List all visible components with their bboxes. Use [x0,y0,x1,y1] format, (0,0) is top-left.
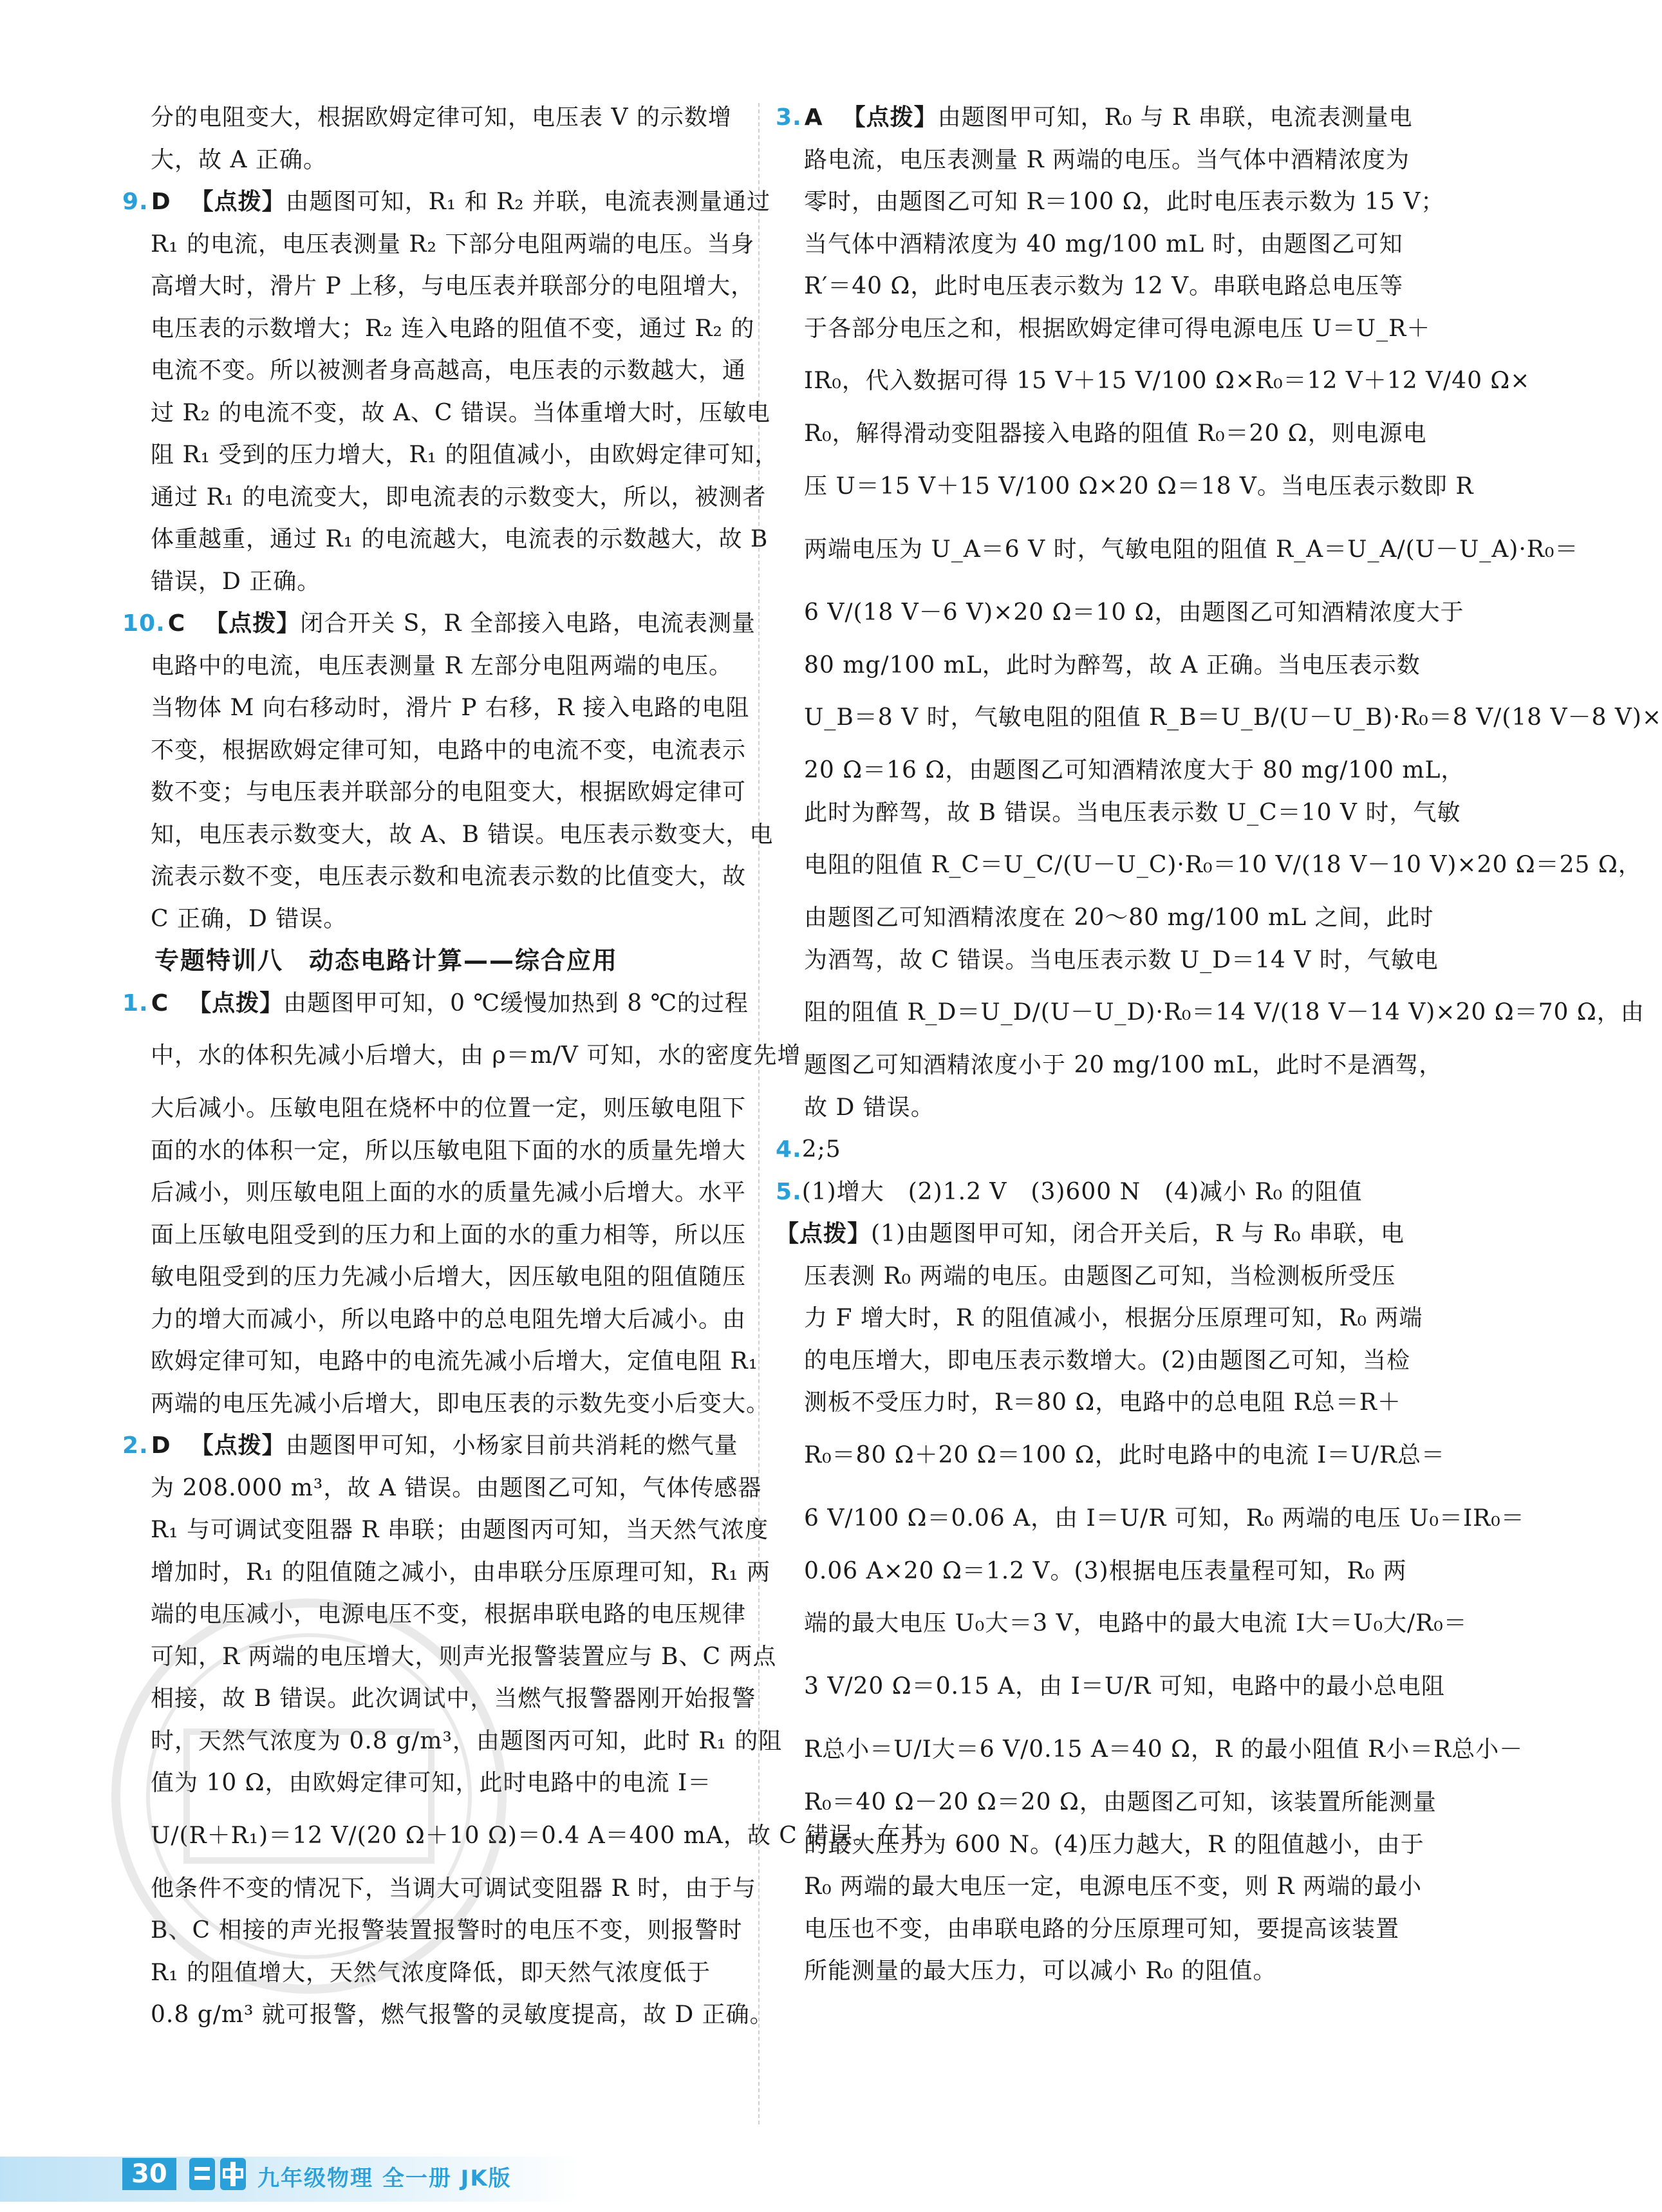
text-line: 阻 R₁ 受到的压力增大，R₁ 的阻值减小，由欧姆定律可知， [151,442,779,468]
text-line: 阻的阻值 R_D＝U_D/(U－U_D)·R₀＝14 V/(18 V－14 V)×20 Ω＝70 Ω，由 [804,999,1645,1026]
question-number: 5. [776,1178,802,1205]
text-line: R₀＝40 Ω－20 Ω＝20 Ω，由题图乙可知，该装置所能测量 [804,1789,1437,1815]
question-number: 10. [122,610,165,637]
text-line: 后减小，则压敏电阻上面的水的质量先减小后增大。水平 [151,1179,747,1206]
section-title: 专题特训八 动态电路计算——综合应用 [154,946,619,975]
text-line: 相接，故 B 错误。此次调试中，当燃气报警器刚开始报警 [151,1685,756,1712]
text-line: 电压表的示数增大；R₂ 连入电路的阻值不变，通过 R₂ 的 [151,315,755,342]
text-line: 电阻的阻值 R_C＝U_C/(U－U_C)·R₀＝10 V/(18 V－10 V)×20 Ω＝25 Ω， [804,852,1642,878]
answer-text: (1)增大 (2)1.2 V (3)600 N (4)减小 R₀ 的阻值 [801,1178,1363,1205]
text-line: 敏电阻受到的压力先减小后增大，因压敏电阻的阻值随压 [151,1264,747,1290]
answer-letter: A [804,104,823,131]
text-line: 分的电阻变大，根据欧姆定律可知，电压表 V 的示数增 [151,104,732,131]
text-line: 由题图乙可知酒精浓度在 20～80 mg/100 mL 之间，此时 [804,904,1434,931]
answer-letter: D [151,1432,171,1459]
text-line: U_B＝8 V 时，气敏电阻的阻值 R_B＝U_B/(U－U_B)·R₀＝8 V/(18 V－8 V)× [804,704,1662,731]
text-line: 面上压敏电阻受到的压力和上面的水的重力相等，所以压 [151,1221,747,1248]
text-line: 端的电压减小，电源电压不变，根据串联电路的电压规律 [151,1601,747,1627]
text-line: C 正确，D 错误。 [151,905,348,932]
text-line: 所能测量的最大压力，可以减小 R₀ 的阻值。 [804,1958,1277,1984]
text-line: 由题图可知，R₁ 和 R₂ 并联，电流表测量通过 [285,189,771,215]
hint-tag: 【点拨】 [190,189,286,215]
text-line: 两端的电压先减小后增大，即电压表的示数先变小后变大。 [151,1390,770,1417]
text-line: 由题图甲可知，R₀ 与 R 串联，电流表测量电 [937,104,1413,131]
question-number: 9. [122,189,149,215]
text-line: 由题图甲可知，小杨家目前共消耗的燃气量 [285,1432,738,1459]
text-line: 通过 R₁ 的电流变大，即电流表的示数变大，所以，被测者 [151,483,767,511]
answer-3 [776,97,1662,1129]
text-line: 大后减小。压敏电阻在烧杯中的位置一定，则压敏电阻下 [151,1095,747,1121]
text-line: 增加时，R₁ 的阻值随之减小，由串联分压原理可知，R₁ 两 [151,1559,770,1586]
book-title: 九年级物理 全一册 JK版 [257,2166,512,2191]
text-line: 电路中的电流，电压表测量 R 左部分电阻两端的电压。 [151,652,733,679]
text-line: 两端电压为 U_A＝6 V 时，气敏电阻的阻值 R_A＝U_A/(U－U_A)·R₀＝ [804,536,1579,563]
text-line: 端的最大电压 U₀大＝3 V，电路中的最大电流 I大＝U₀大/R₀＝ [804,1610,1468,1636]
text-line: 0.8 g/m³ 就可报警，燃气报警的灵敏度提高，故 D 正确。 [151,2001,774,2028]
text-line: 不变，根据欧姆定律可知，电路中的电流不变，电流表示 [151,736,747,764]
answer-letter: C [167,610,186,637]
right-column [776,97,1662,1992]
text-line: 欧姆定律可知，电路中的电流先减小后增大，定值电阻 R₁ [151,1348,758,1374]
text-line: 20 Ω＝16 Ω，由题图乙可知酒精浓度大于 80 mg/100 mL， [804,757,1465,783]
text-line: 为酒驾，故 C 错误。当电压表示数 U_D＝14 V 时，气敏电 [804,946,1439,973]
watermark-stamp [103,1571,515,2021]
text-line: U/(R＋R₁)＝12 V/(20 Ω＋10 Ω)＝0.4 A＝400 mA，故 C 错误。在其 [151,1822,925,1849]
text-line: 由题图甲可知，0 ℃缓慢加热到 8 ℃的过程 [283,989,749,1017]
text-line: 此时为醉驾，故 B 错误。当电压表示数 U_C＝10 V 时，气敏 [804,799,1461,826]
text-line: 闭合开关 S，R 全部接入电路，电流表测量 [300,610,756,637]
text-line: 大，故 A 正确。 [151,146,327,173]
text-line: R₀，解得滑动变阻器接入电路的阻值 R₀＝20 Ω，则电源电 [804,420,1427,447]
text-line: R₀＝80 Ω＋20 Ω＝100 Ω，此时电路中的电流 I＝U/R总＝ [804,1441,1445,1468]
text-line: 过 R₂ 的电流不变，故 A、C 错误。当体重增大时，压敏电 [151,399,770,426]
text-line: (1)由题图甲可知，闭合开关后，R 与 R₀ 串联，电 [871,1221,1405,1247]
text-line: R′＝40 Ω，此时电压表示数为 12 V。串联电路总电压等 [804,273,1404,299]
question-number: 4. [776,1136,802,1163]
text-line: 测板不受压力时，R＝80 Ω，电路中的总电阻 R总＝R＋ [804,1389,1401,1416]
answer-9 [122,181,779,603]
text-line: 0.06 A×20 Ω＝1.2 V。(3)根据电压表量程可知，R₀ 两 [804,1557,1407,1584]
answer-letter: C [151,989,169,1017]
text-line: 3 V/20 Ω＝0.15 A，由 I＝U/R 可知，电路中的最小总电阻 [804,1673,1445,1700]
text-line: 电流不变。所以被测者身高越高，电压表的示数越大，通 [151,357,747,384]
text-line: 他条件不变的情况下，当调大可调试变阻器 R 时，由于与 [151,1875,756,1902]
text-line: R₁ 的阻值增大，天然气浓度降低，即天然气浓度低于 [151,1959,711,1986]
answer-letter: D [151,189,171,215]
hint-tag: 【点拨】 [190,1432,286,1459]
text-line: 中，水的体积先减小后增大，由 ρ＝m/V 可知，水的密度先增 [151,1042,801,1069]
text-line: 数不变；与电压表并联部分的电阻变大，根据欧姆定律可 [151,779,747,805]
answer-1 [122,982,801,1425]
text-line: 于各部分电压之和，根据欧姆定律可得电源电压 U＝U_R＋ [804,315,1431,342]
text-line: 时，天然气浓度为 0.8 g/m³，由题图丙可知，此时 R₁ 的阻 [151,1727,783,1754]
text-line: 面的水的体积一定，所以压敏电阻下面的水的质量先增大 [151,1137,747,1164]
text-line: 压表测 R₀ 两端的电压。由题图乙可知，当检测板所受压 [804,1262,1396,1289]
text-line: R总小＝U/I大＝6 V/0.15 A＝40 Ω，R 的最小阻值 R小＝R总小－ [804,1736,1524,1763]
text-line: 力 F 增大时，R 的阻值减小，根据分压原理可知，R₀ 两端 [804,1305,1423,1331]
text-line: 体重越重，通过 R₁ 的电流越大，电流表的示数越大，故 B [151,526,769,552]
text-line: B、C 相接的声光报警装置报警时的电压不变，则报警时 [151,1917,743,1944]
text-line: 电压也不变，由串联电路的分压原理可知，要提高该装置 [804,1915,1400,1942]
hint-tag: 【点拨】 [776,1221,872,1247]
answer-text: 2;5 [801,1136,841,1163]
hint-tag: 【点拨】 [205,610,301,637]
text-line: 的电压增大，即电压表示数增大。(2)由题图乙可知，当检 [804,1347,1410,1374]
text-line: 路电流，电压表测量 R 两端的电压。当气体中酒精浓度为 [804,146,1410,173]
text-line: 零时，由题图乙可知 R＝100 Ω，此时电压表示数为 15 V； [804,189,1445,215]
text-line: 6 V/(18 V－6 V)×20 Ω＝10 Ω，由题图乙可知酒精浓度大于 [804,599,1464,626]
hint-tag: 【点拨】 [188,989,284,1017]
text-line: 可知，R 两端的电压增大，则声光报警装置应与 B、C 两点 [151,1643,777,1670]
text-line: R₀ 两端的最大电压一定，电源电压不变，则 R 两端的最小 [804,1873,1422,1900]
text-line: 力的增大而减小，所以电路中的总电阻先增大后减小。由 [151,1306,747,1333]
text-line: 6 V/100 Ω＝0.06 A，由 I＝U/R 可知，R₀ 两端的电压 U₀＝IR₀＝ [804,1504,1525,1532]
text-line: 80 mg/100 mL，此时为醉驾，故 A 正确。当电压表示数 [804,651,1421,679]
text-line: 流表示数不变，电压表示数和电流表示数的比值变大，故 [151,863,747,890]
text-line: 当物体 M 向右移动时，滑片 P 右移，R 接入电路的电阻 [151,695,750,721]
text-line: 的最大压力为 600 N。(4)压力越大，R 的阻值越小，由于 [804,1831,1424,1858]
text-line: 压 U＝15 V＋15 V/100 Ω×20 Ω＝18 V。当电压表示数即 R [804,473,1474,500]
text-line: 知，电压表示数变大，故 A、B 错误。电压表示数变大，电 [151,821,774,848]
page-number: 30 [122,2158,176,2190]
answer-10 [122,603,774,940]
answer-4 [776,1129,1394,1171]
question-number: 2. [122,1432,149,1459]
text-line: 值为 10 Ω，由欧姆定律可知，此时电路中的电流 I＝ [151,1770,712,1796]
text-line: IR₀，代入数据可得 15 V＋15 V/100 Ω×R₀＝12 V＋12 V/40 Ω× [804,368,1531,394]
text-line: 题图乙可知酒精浓度小于 20 mg/100 mL，此时不是酒驾， [804,1052,1443,1078]
text-line: 故 D 错误。 [804,1094,935,1121]
question-number: 3. [776,104,802,131]
text-line: 高增大时，滑片 P 上移，与电压表并联部分的电阻增大， [151,273,755,299]
text-line: 错误，D 正确。 [151,568,321,595]
text-line: 为 208.000 m³，故 A 错误。由题图乙可知，气体传感器 [151,1474,762,1501]
question-number: 1. [122,989,149,1017]
answer-5 [776,1171,1525,1992]
hint-tag: 【点拨】 [842,104,938,131]
text-line: R₁ 与可调试变阻器 R 串联；由题图丙可知，当天然气浓度 [151,1517,769,1543]
brand-logo-icon [187,2154,251,2195]
text-line: R₁ 的电流，电压表测量 R₂ 下部分电阻两端的电压。当身 [151,230,755,258]
text-line: 当气体中酒精浓度为 40 mg/100 mL 时，由题图乙可知 [804,230,1403,258]
